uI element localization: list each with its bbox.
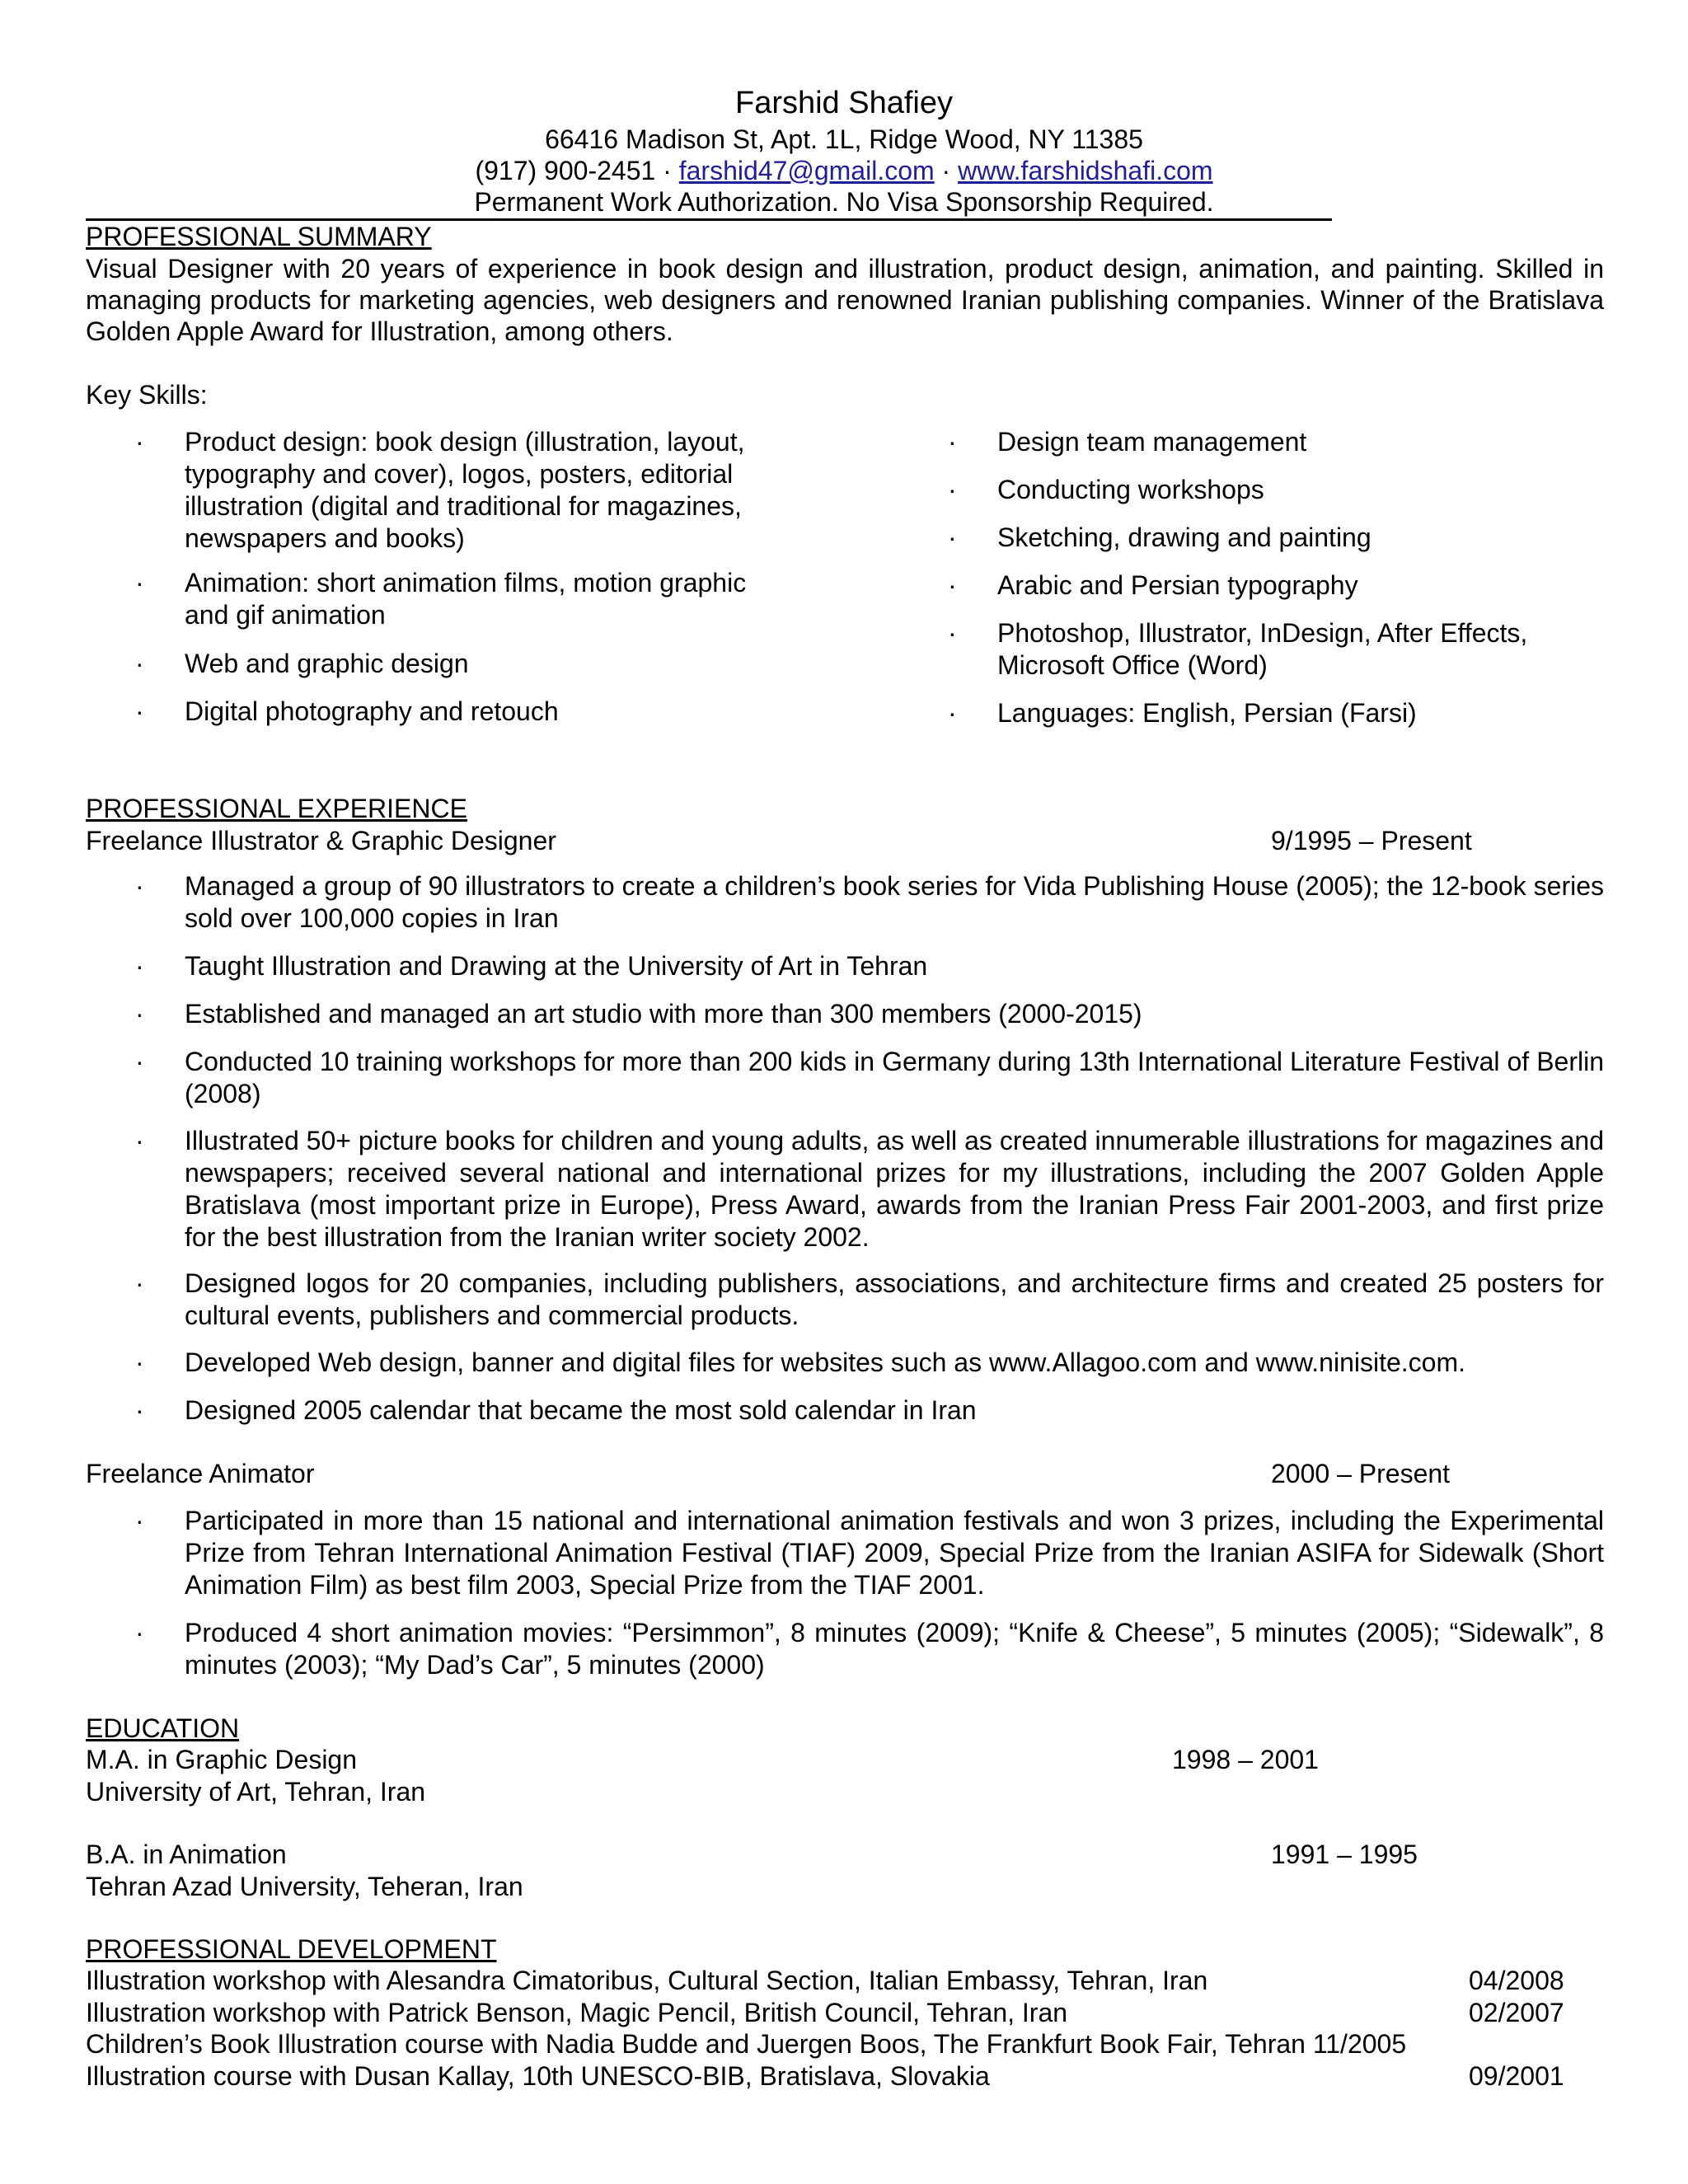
bullet-icon: · [135, 1126, 144, 1155]
development-item: Children’s Book Illustration course with Nadia Budde and Juergen Boos, The Frankfurt Book Fair, Tehran 11/2005 [86, 2029, 1407, 2059]
work-authorization: Permanent Work Authorization. No Visa Sponsorship Required. [474, 187, 1214, 217]
development-item: Illustration course with Dusan Kallay, 10th UNESCO-BIB, Bratislava, Slovakia [86, 2061, 990, 2091]
phone-number: (917) 900-2451 [475, 156, 656, 185]
job-dates: 2000 – Present [1271, 1459, 1451, 1488]
bullet-icon: · [135, 1618, 144, 1647]
bullet-icon: · [948, 523, 957, 552]
experience-heading: PROFESSIONAL EXPERIENCE [86, 794, 467, 823]
bullet-icon: · [135, 951, 144, 981]
bullet-icon: · [135, 649, 144, 678]
bullet-icon: · [948, 570, 957, 600]
development-date: 09/2001 [1469, 2061, 1564, 2091]
summary-heading: PROFESSIONAL SUMMARY [86, 222, 432, 251]
job-dates: 9/1995 – Present [1271, 826, 1472, 855]
job-title: Freelance Animator [86, 1459, 315, 1488]
bullet-icon: · [135, 427, 144, 457]
development-date: 02/2007 [1469, 1998, 1564, 2027]
address-line: 66416 Madison St, Apt. 1L, Ridge Wood, NY 11385 [545, 124, 1143, 154]
bullet-icon: · [135, 1347, 144, 1377]
key-skills-label: Key Skills: [86, 380, 208, 410]
separator-dot: · [941, 156, 951, 185]
degree-title: B.A. in Animation [86, 1840, 287, 1869]
school-name: University of Art, Tehran, Iran [86, 1777, 426, 1807]
job-title: Freelance Illustrator & Graphic Designer [86, 826, 556, 855]
development-heading: PROFESSIONAL DEVELOPMENT [86, 1934, 497, 1964]
development-date: 04/2008 [1469, 1966, 1564, 1995]
degree-dates: 1991 – 1995 [1271, 1840, 1418, 1869]
bullet-icon: · [135, 871, 144, 901]
bullet-icon: · [135, 696, 144, 726]
degree-title: M.A. in Graphic Design [86, 1745, 358, 1774]
bullet-icon: · [135, 1506, 144, 1535]
degree-dates: 1998 – 2001 [1172, 1745, 1319, 1774]
bullet-icon: · [948, 427, 957, 457]
education-heading: EDUCATION [86, 1713, 240, 1743]
school-name: Tehran Azad University, Teheran, Iran [86, 1872, 523, 1901]
email-link[interactable]: farshid47@gmail.com [678, 156, 935, 185]
development-item: Illustration workshop with Alesandra Cimatoribus, Cultural Section, Italian Embassy, Tehran, Iran [86, 1966, 1208, 1995]
website-link[interactable]: www.farshidshafi.com [958, 156, 1213, 185]
bullet-icon: · [948, 475, 957, 504]
development-item: Illustration workshop with Patrick Benson, Magic Pencil, British Council, Tehran, Iran [86, 1998, 1068, 2027]
bullet-icon: · [948, 698, 957, 728]
separator-dot: · [663, 156, 672, 185]
summary-text: Visual Designer with 20 years of experience in book design and illustration, product design, animation, and painting. Skilled in managing products for marketing agencies, web designers and renowned Iranian publishing companies. Winner of the Bratislava Golden Apple Award for Illustration, among others. [86, 254, 1604, 346]
bullet-icon: · [135, 1395, 144, 1425]
bullet-icon: · [948, 618, 957, 648]
bullet-icon: · [135, 1268, 144, 1298]
candidate-name: Farshid Shafiey [734, 86, 953, 120]
contact-line [0, 155, 1688, 186]
bullet-icon: · [135, 999, 144, 1029]
resume-page: Farshid Shafiey 66416 Madison St, Apt. 1L, Ridge Wood, NY 11385 (917) 900-2451 · farshid47@gmail.com · www.farshidshafi.com Permanent Work Authorization. No Visa Sponsorship Required. PROFESSIONAL SUMMARY Visual Designer with 20 years of experience in book design and illustration, product design, animation, and painting. Skilled in managing products for marketing agencies, web designers and renowned Iranian publishing companies. Winner of the Bratislava Golden Apple Award for Illustration, among others. Key Skills: · Product design: book design (illustration, layout, typography and cover), logos, posters, editorial illustration (digital and traditional for magazines, newspapers and books) · Animation: short animation films, motion graphic and gif animation · Web and graphic design · Digital photography and retouch · Design team management · Conducting workshops · Sketching, drawing and painting · Arabic and Persian typography · Photoshop, Illustrator, InDesign, After Effects, Microsoft Office (Word) · Languages: English, Persian (Farsi) PROFESSIONAL EXPERIENCE Freelance Illustrator & Graphic Designer 9/1995 – Present · Managed a group of 90 illustrators to create a children’s book series for Vida Publishing House (2005); the 12-book series sold over 100,000 copies in Iran · Taught Illustration and Drawing at the University of Art in Tehran · Established and managed an art studio with more than 300 members (2000-2015) · Conducted 10 training workshops for more than 200 kids in Germany during 13th International Literature Festival of Berlin (2008) · Illustrated 50+ picture books for children and young adults, as well as created innumerable illustrations for magazines and newspapers; received several national and international prizes for my illustrations, including the 2007 Golden Apple Bratislava (most important prize in Europe), Press Award, awards from the Iranian Press Fair 2001-2003, and first prize for the best illustration from the Iranian writer society 2002. · Designed logos for 20 companies, including publishers, associations, and architecture firms and created 25 posters for cultural events, publishers and commercial products. · Developed Web design, banner and digital files for websites such as www.Allagoo.com and www.ninisite.com. · Designed 2005 calendar that became the most sold calendar in Iran Freelance Animator 2000 – Present · Participated in more than 15 national and international animation festivals and won 3 prizes, including the Experimental Prize from Tehran International Animation Festival (TIAF) 2009, Special Prize from the Iranian ASIFA for Sidewalk (Short Animation Film) as best film 2003, Special Prize from the TIAF 2001. · Produced 4 short animation movies: “Persimmon”, 8 minutes (2009); “Knife & Cheese”, 5 minutes (2005); “Sidewalk”, 8 minutes (2003); “My Dad’s Car”, 5 minutes (2000) EDUCATION M.A. in Graphic Design 1998 – 2001 University of Art, Tehran, Iran B.A. in Animation 1991 – 1995 Tehran Azad University, Teheran, Iran PROFESSIONAL DEVELOPMENT Illustration workshop with Alesandra Cimatoribus, Cultural Section, Italian Embassy, Tehran, Iran 04/2008 Illustration workshop with Patrick Benson, Magic Pencil, British Council, Tehran, Iran 02/2007 Children’s Book Illustration course with Nadia Budde and Juergen Boos, The Frankfurt Book Fair, Tehran 11/2005 Illustration course with Dusan Kallay, 10th UNESCO-BIB, Bratislava, Slovakia 09/2001 [0, 0, 1688, 2184]
bullet-icon: · [135, 1047, 144, 1076]
bullet-icon: · [135, 568, 144, 598]
